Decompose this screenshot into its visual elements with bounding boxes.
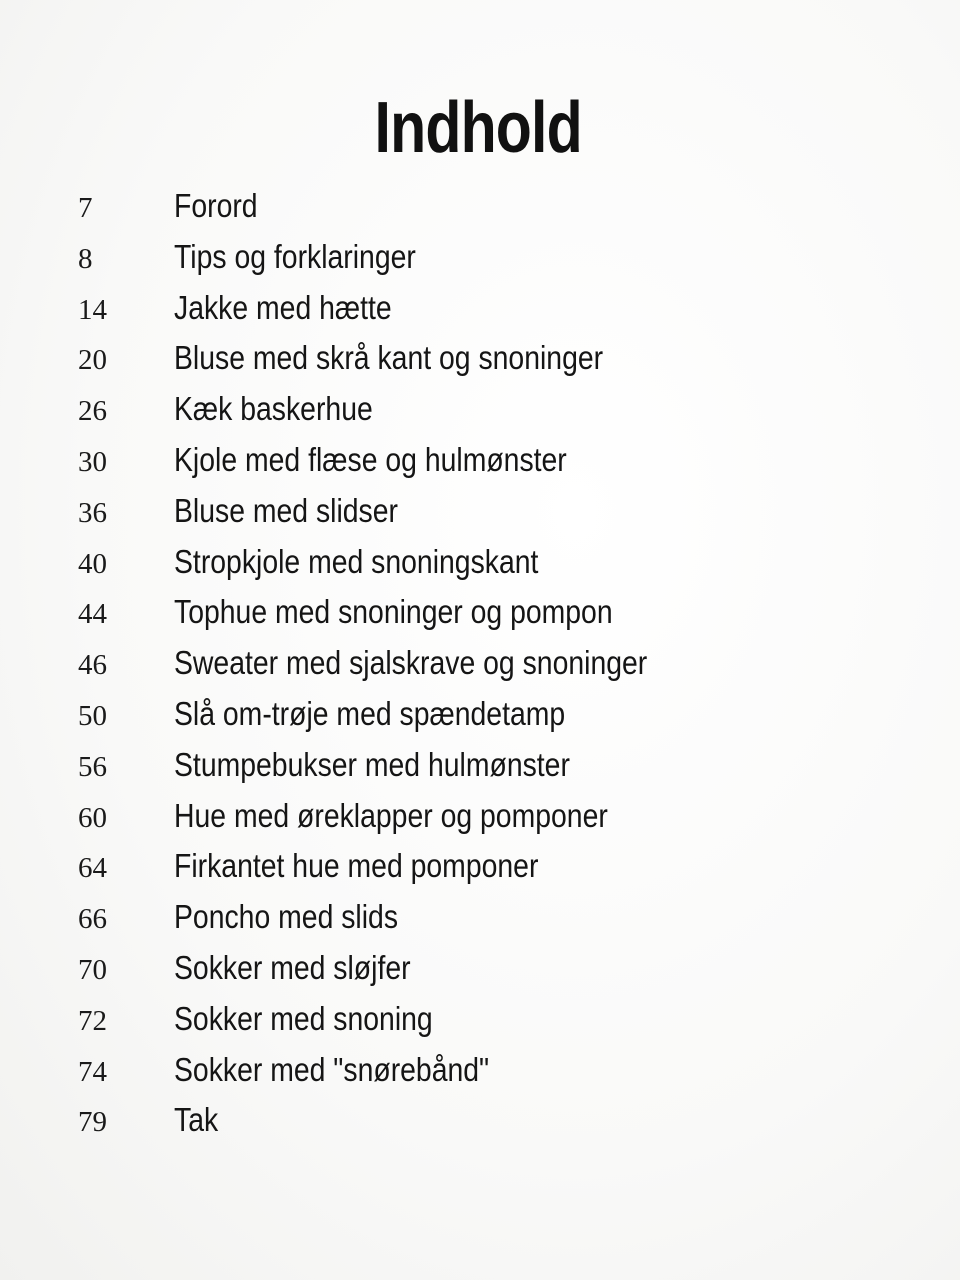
toc-page-number: 40 xyxy=(78,547,107,580)
toc-entry-title: Bluse med skrå kant og snoninger xyxy=(174,339,604,377)
toc-page-number: 26 xyxy=(78,395,107,428)
toc-entry xyxy=(70,797,890,848)
toc-entry xyxy=(70,289,890,340)
toc-entry-title: Sokker med snoning xyxy=(174,999,433,1037)
toc-entry-title: Sokker med sløjfer xyxy=(174,948,411,986)
toc-entry-title: Slå om-trøje med spændetamp xyxy=(174,694,566,732)
toc-entry-title: Firkantet hue med pomponer xyxy=(174,847,539,885)
toc-entry xyxy=(70,593,890,644)
toc-entry xyxy=(70,898,890,949)
toc-page-number: 36 xyxy=(78,496,107,529)
toc-entry xyxy=(70,746,890,797)
toc-entry-title: Forord xyxy=(174,187,258,224)
toc-entry-title: Kjole med flæse og hulmønster xyxy=(174,440,567,478)
toc-entry-title: Tophue med snoninger og pompon xyxy=(174,593,613,631)
toc-page-number: 72 xyxy=(78,1004,107,1037)
toc-entry-title: Jakke med hætte xyxy=(174,288,392,326)
toc-entry-title: Sweater med sjalskrave og snoninger xyxy=(174,644,648,682)
toc-entry-title: Tips og forklaringer xyxy=(174,237,416,275)
toc-entry xyxy=(70,695,890,746)
toc-entry xyxy=(70,1051,890,1102)
toc-entry xyxy=(70,1101,890,1152)
toc-page-number: 66 xyxy=(78,903,107,936)
toc-page-number: 14 xyxy=(78,293,107,326)
toc-page-number: 8 xyxy=(78,242,93,275)
toc-entry xyxy=(70,847,890,898)
toc-entry xyxy=(70,543,890,594)
toc-page-number: 64 xyxy=(78,852,107,885)
toc-entry xyxy=(70,492,890,543)
toc-page-number: 60 xyxy=(78,801,107,834)
toc-entry-title: Tak xyxy=(174,1101,219,1139)
toc-page-number: 70 xyxy=(78,953,107,986)
toc-page-number: 50 xyxy=(78,699,107,732)
toc-entry-title: Kæk baskerhue xyxy=(174,390,373,428)
toc-entry xyxy=(70,644,890,695)
toc-entry xyxy=(70,441,890,492)
toc-page-number: 56 xyxy=(78,750,107,783)
toc-entry-title: Stumpebukser med hulmønster xyxy=(174,745,570,783)
toc-page-number: 44 xyxy=(78,598,107,631)
toc-entry xyxy=(70,238,890,289)
toc-entry xyxy=(70,1000,890,1051)
toc-page-number: 7 xyxy=(78,192,93,224)
toc-page-number: 20 xyxy=(78,344,107,377)
toc-page-number: 30 xyxy=(78,445,107,478)
toc-entry xyxy=(70,339,890,390)
toc-page-number: 74 xyxy=(78,1055,107,1088)
table-of-contents xyxy=(70,187,890,1152)
toc-entry xyxy=(70,390,890,441)
toc-page-number: 79 xyxy=(78,1106,107,1139)
toc-entry-title: Stropkjole med snoningskant xyxy=(174,542,539,580)
page-title: Indhold xyxy=(374,88,582,169)
toc-entry-title: Hue med øreklapper og pomponer xyxy=(174,796,608,834)
toc-entry xyxy=(70,949,890,1000)
toc-entry-title: Sokker med "snørebånd" xyxy=(174,1050,490,1088)
toc-entry-title: Poncho med slids xyxy=(174,898,399,936)
toc-entry-title: Bluse med slidser xyxy=(174,491,398,529)
toc-page-number: 46 xyxy=(78,649,107,682)
toc-entry xyxy=(70,187,890,238)
